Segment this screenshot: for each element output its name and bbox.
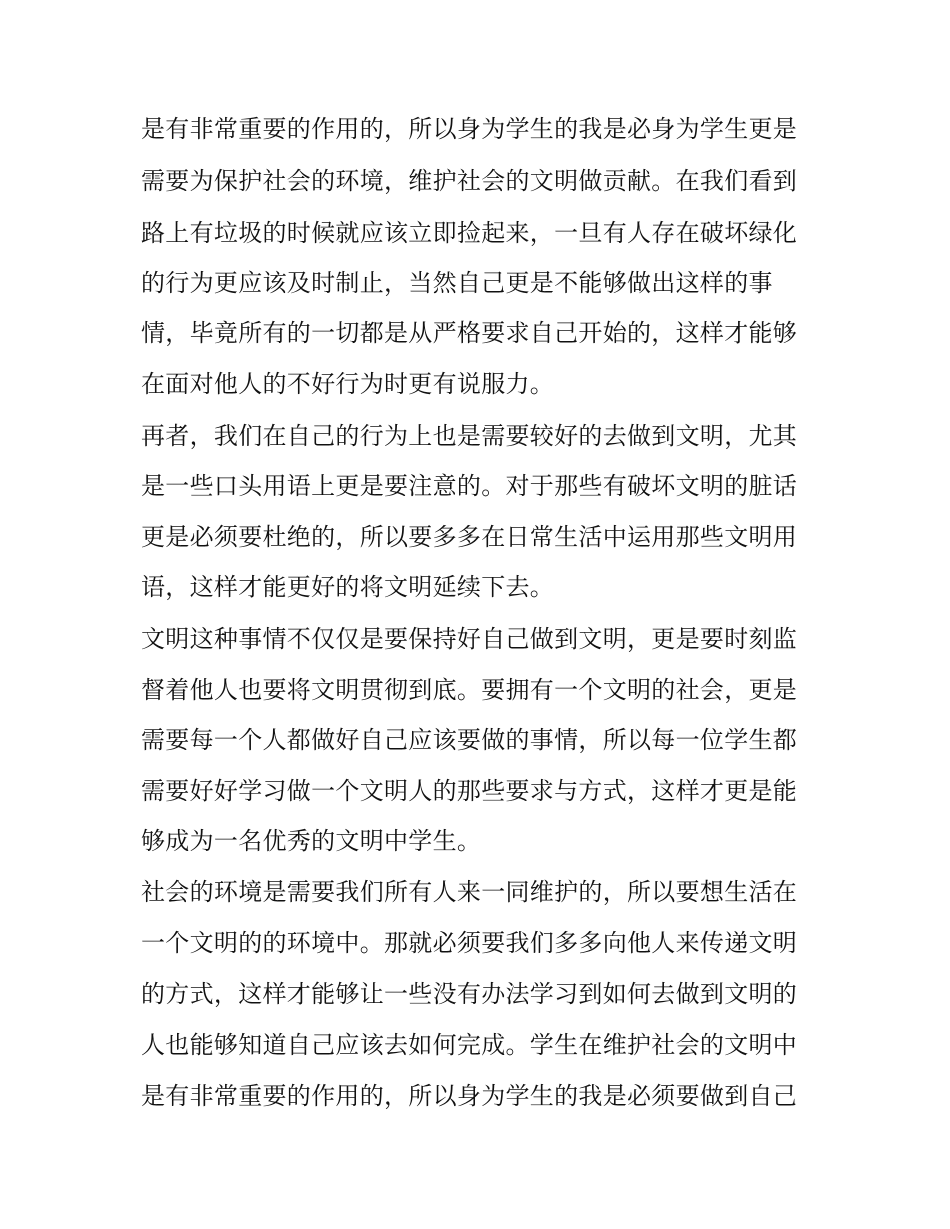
text-line: 需要好好学习做一个文明人的那些要求与方式，这样才更是能 (141, 777, 798, 805)
text-line: 够成为一名优秀的文明中学生。 (141, 827, 482, 855)
text-line: 一个文明的的环境中。那就必须要我们多多向他人来传递文明 (141, 929, 798, 957)
text-line: 文明这种事情不仅仅是要保持好自己做到文明，更是要时刻监 (141, 625, 798, 653)
text-line: 人也能够知道自己应该去如何完成。学生在维护社会的文明中 (141, 1031, 798, 1059)
text-line: 在面对他人的不好行为时更有说服力。 (141, 370, 555, 398)
text-line: 路上有垃圾的时候就应该立即捡起来，一旦有人存在破坏绿化 (141, 219, 798, 247)
text-line: 的方式，这样才能够让一些没有办法学习到如何去做到文明的 (141, 980, 798, 1008)
text-line: 需要每一个人都做好自己应该要做的事情，所以每一位学生都 (141, 726, 798, 754)
text-line: 语，这样才能更好的将文明延续下去。 (141, 573, 555, 601)
text-line: 是一些口头用语上更是要注意的。对于那些有破坏文明的脏话 (141, 472, 798, 500)
text-line: 情，毕竟所有的一切都是从严格要求自己开始的，这样才能够 (141, 319, 798, 347)
text-line: 的行为更应该及时制止，当然自己更是不能够做出这样的事 (141, 269, 773, 297)
text-line: 督着他人也要将文明贯彻到底。要拥有一个文明的社会，更是 (141, 676, 798, 704)
text-line: 是有非常重要的作用的，所以身为学生的我是必身为学生更是 (141, 115, 798, 143)
text-line: 社会的环境是需要我们所有人来一同维护的，所以要想生活在 (141, 878, 798, 906)
text-line: 再者，我们在自己的行为上也是需要较好的去做到文明，尤其 (141, 422, 798, 450)
text-line: 更是必须要杜绝的，所以要多多在日常生活中运用那些文明用 (141, 523, 798, 551)
text-line: 是有非常重要的作用的，所以身为学生的我是必须要做到自己 (141, 1082, 798, 1110)
text-line: 需要为保护社会的环境，维护社会的文明做贡献。在我们看到 (141, 167, 798, 195)
